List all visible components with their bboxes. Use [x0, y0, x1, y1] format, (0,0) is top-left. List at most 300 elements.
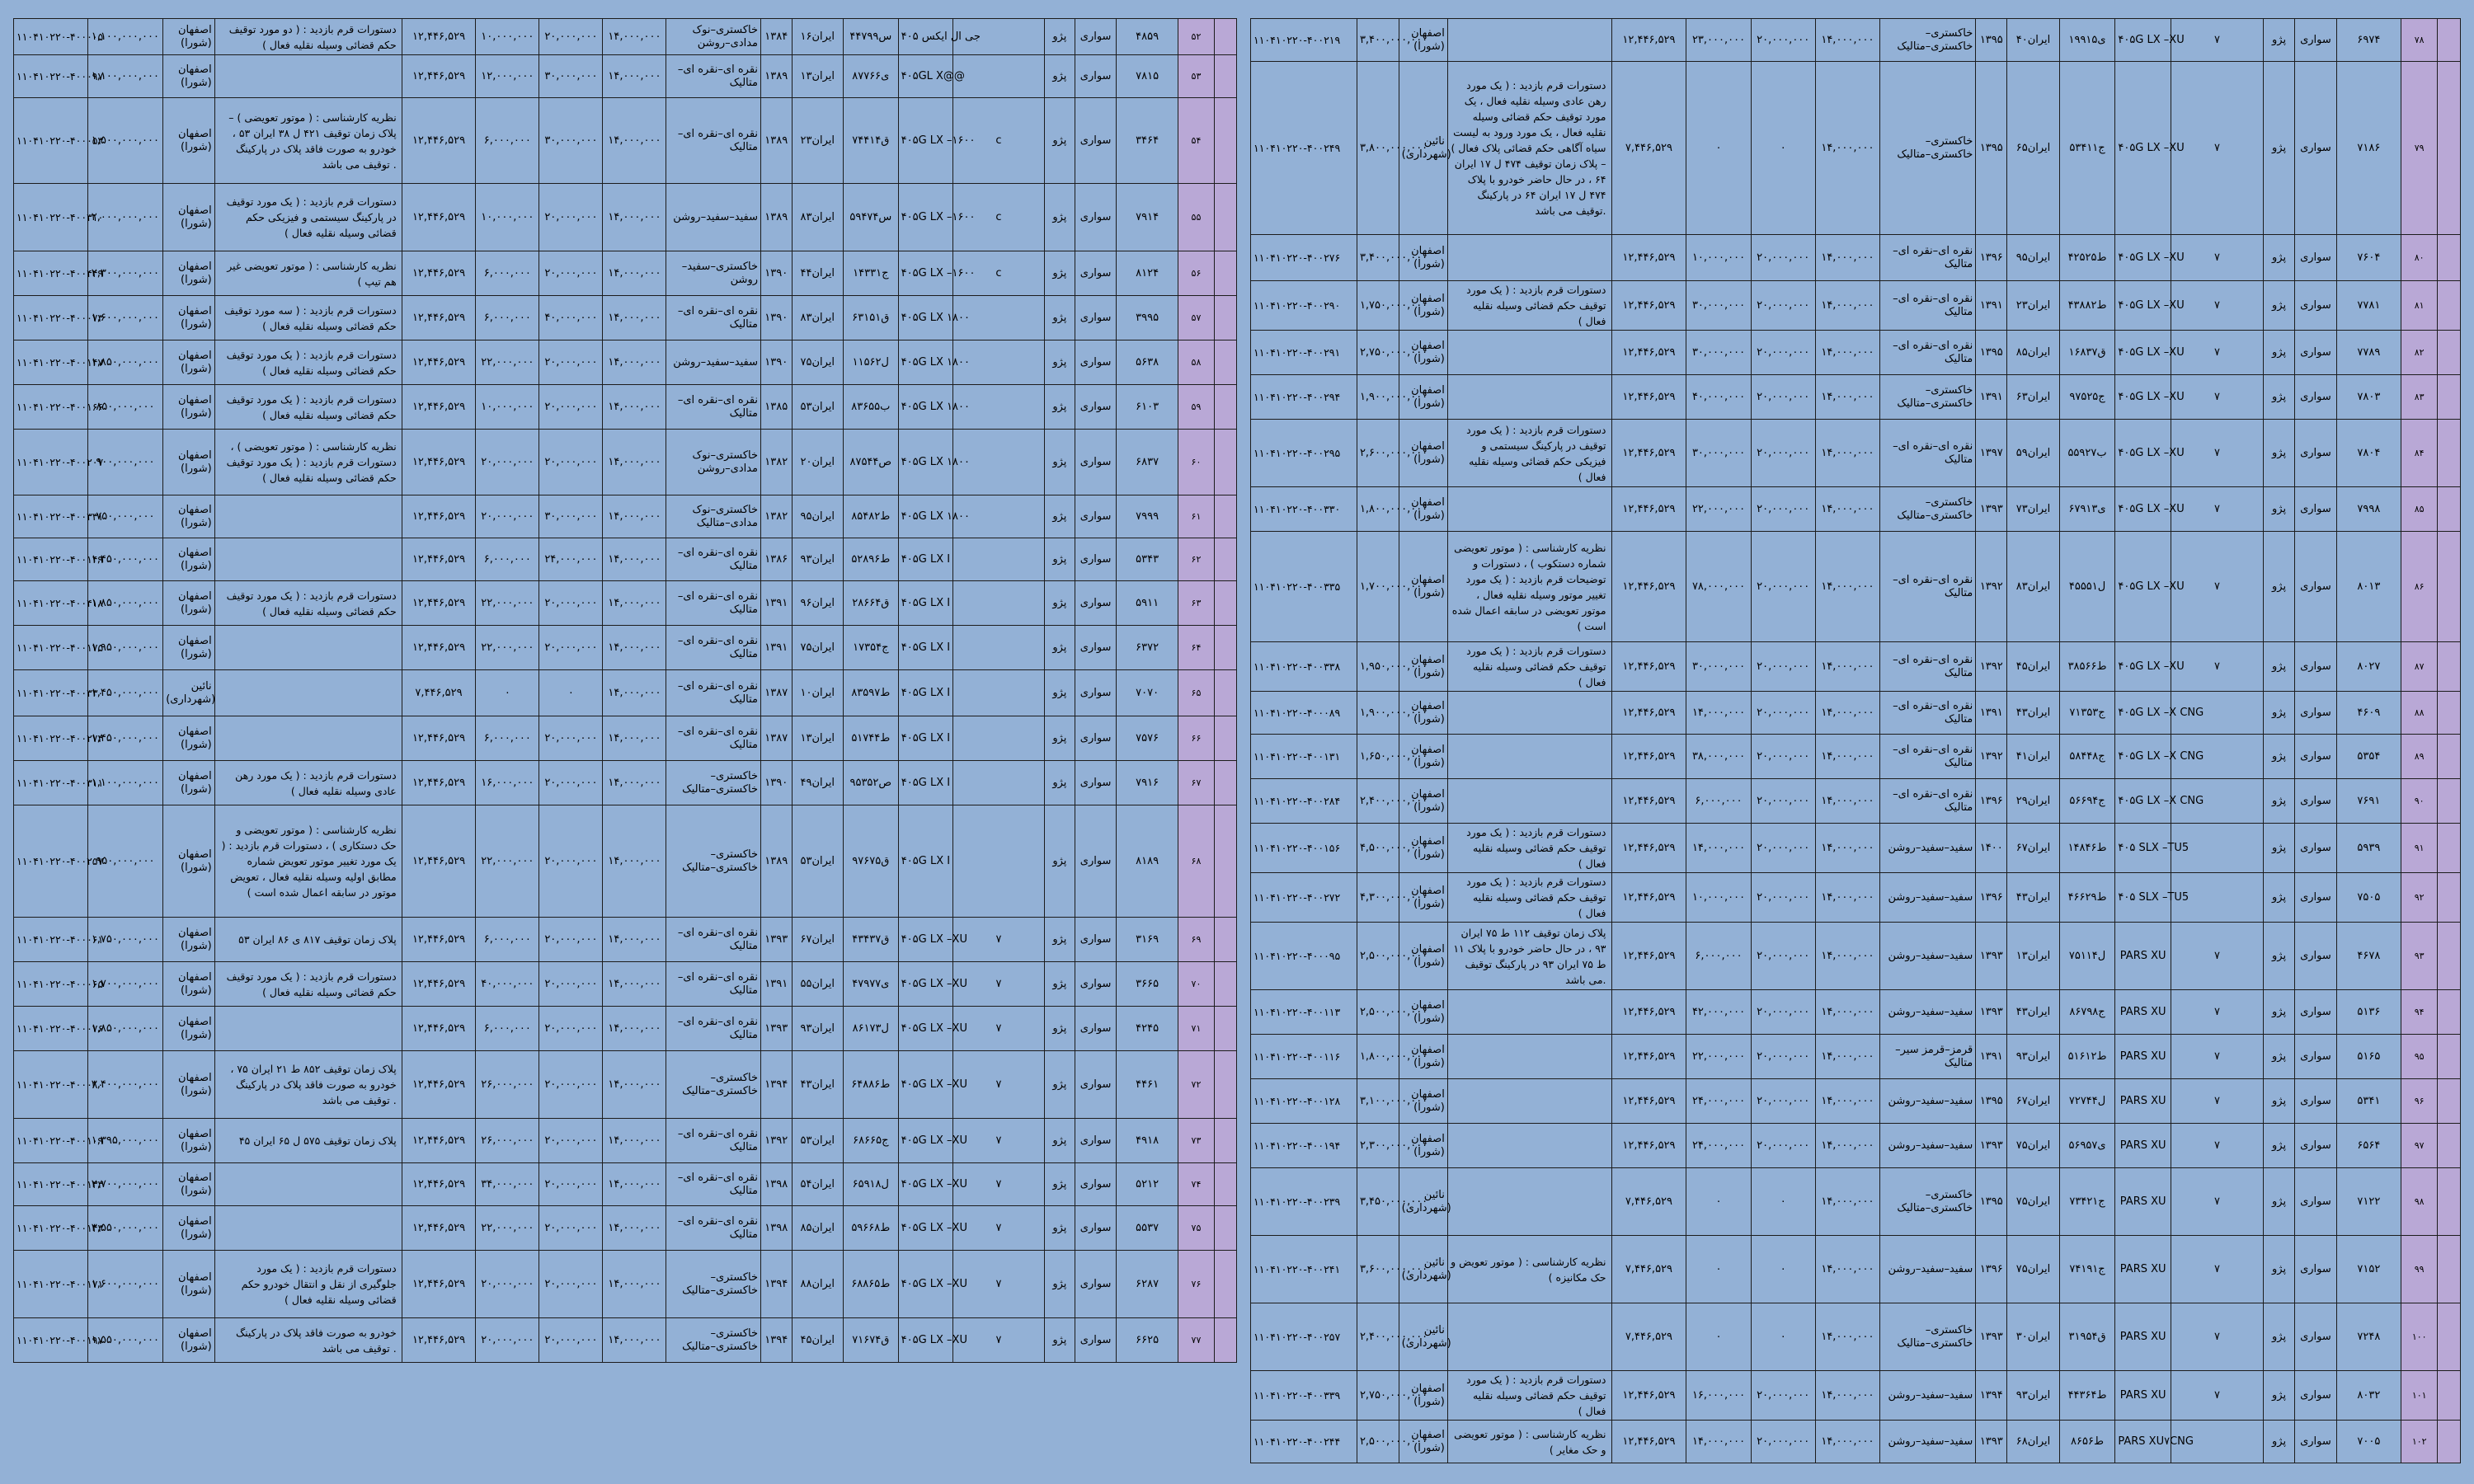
cell-cost-a: ۱۴,۰۰۰,۰۰۰ [603, 1163, 666, 1206]
cell-plate-region: ایران۹۳ [792, 538, 843, 581]
cell-cost-a: ۱۴,۰۰۰,۰۰۰ [603, 538, 666, 581]
cell-vehicle-model: ۴۰۵G LX I [898, 805, 953, 918]
cell-row-number: ۷۳ [1178, 1119, 1215, 1163]
cell-vehicle-model: ۴۰۵G LX I [898, 581, 953, 626]
cell-make: پژو [1044, 626, 1075, 670]
cell-file-id: ۳۶۶۵ [1117, 962, 1178, 1007]
cell-model-year: ۱۳۹۳ [1976, 1124, 2007, 1168]
cell-description [214, 538, 402, 581]
cell-plate-number: ۵۳ج۴۱۱ [2059, 62, 2115, 235]
cell-model-year: ۱۳۹۶ [1976, 235, 2007, 281]
cell-cost-d: ۱۲,۴۴۶,۵۲۹ [402, 626, 476, 670]
cell-plate-number: ۸۶ج۷۹۸ [2059, 990, 2115, 1035]
cell-cost-c: ۳۰,۰۰۰,۰۰۰ [1686, 331, 1751, 375]
cell-plate-region: ایران۵۳ [792, 805, 843, 918]
cell-cost-a: ۱۴,۰۰۰,۰۰۰ [1815, 1236, 1879, 1303]
cell-model-year: ۱۴۰۰ [1976, 824, 2007, 873]
cell-make: پژو [1044, 716, 1075, 761]
cell-parking-location: اصفهان (شورا) [1399, 692, 1447, 735]
cell-base-price: ۱,۱۰۰,۰۰۰,۰۰۰ [87, 55, 163, 98]
table-row [14, 55, 1237, 98]
cell-vehicle-model: ۴۰۵G LX –XU [2115, 532, 2171, 642]
cell-cost-c: ۰ [1686, 1303, 1751, 1371]
cell-vehicle-type: سواری [1075, 1251, 1117, 1318]
cell-vehicle-model: ۴۰۵G LX –XU [898, 1318, 953, 1363]
table-row [1251, 923, 2461, 990]
cell-color: سفید–سفید–روشن [1880, 1079, 1976, 1124]
cell-code: ۱۱۰۴۱۰۲۲۰-۴۰۰۱۰۹ [14, 1119, 88, 1163]
cell-cost-d: ۱۲,۴۴۶,۵۲۹ [402, 538, 476, 581]
cell-plate-number: ۵۲ط۸۹۶ [843, 538, 898, 581]
table-row [1251, 281, 2461, 331]
cell-plate-region: ایران۵۹ [2007, 420, 2059, 487]
cell-cost-a: ۱۴,۰۰۰,۰۰۰ [1815, 235, 1879, 281]
cell-model-year: ۱۳۹۱ [761, 962, 792, 1007]
cell-plate-region: ایران۱۳ [792, 55, 843, 98]
cell-plate-region: ایران۴۳ [2007, 692, 2059, 735]
cell-vehicle-type: سواری [2295, 1035, 2337, 1079]
cell-vehicle-type: سواری [1075, 385, 1117, 430]
cell-cost-a: ۱۴,۰۰۰,۰۰۰ [603, 716, 666, 761]
cell-code: ۱۱۰۴۱۰۲۲۰-۴۰۰۲۴۱ [1251, 1236, 1357, 1303]
cell-cost-a: ۱۴,۰۰۰,۰۰۰ [1815, 1303, 1879, 1371]
cell-cost-c: ۱۶,۰۰۰,۰۰۰ [476, 761, 539, 805]
cell-make: پژو [1044, 98, 1075, 184]
cell-plate-number: ۸۷ص۵۴۴ [843, 430, 898, 495]
cell-code: ۱۱۰۴۱۰۲۲۰-۴۰۰۱۴۳ [14, 1206, 88, 1251]
table-row [14, 296, 1237, 340]
cell-cost-d: ۱۲,۴۴۶,۵۲۹ [402, 296, 476, 340]
cell-plate-number: ۲۸ق۶۶۴ [843, 581, 898, 626]
index-strip [2438, 1303, 2461, 1371]
cell-row-number: ۹۲ [2401, 873, 2438, 923]
table-row [1251, 642, 2461, 692]
cell-cost-b: ۳۰,۰۰۰,۰۰۰ [539, 495, 603, 538]
cell-plate-region: ایران۹۵ [792, 495, 843, 538]
cell-cost-d: ۱۲,۴۴۶,۵۲۹ [1611, 692, 1686, 735]
cell-vehicle-model: ۴۰۵G LX –XU [898, 1007, 953, 1051]
cell-parking-location: اصفهان (شورا) [1399, 1371, 1447, 1421]
index-strip [1214, 962, 1236, 1007]
cell-plate-region: ایران۵۳ [792, 385, 843, 430]
table-row [1251, 1371, 2461, 1421]
cell-cost-a: ۱۴,۰۰۰,۰۰۰ [1815, 824, 1879, 873]
cell-plate-number: ۸۶ط۵۶ [2059, 1421, 2115, 1463]
cell-cost-d: ۱۲,۴۴۶,۵۲۹ [402, 1163, 476, 1206]
table-row [14, 340, 1237, 385]
cell-model-year: ۱۳۹۵ [1976, 19, 2007, 62]
cell-base-price: ۱,۱۰۰,۰۰۰,۰۰۰ [87, 761, 163, 805]
cell-file-id: ۴۸۵۹ [1117, 19, 1178, 55]
cell-plate-number: ۷۴ق۴۱۴ [843, 98, 898, 184]
cell-make: پژو [2264, 235, 2295, 281]
cell-make: پژو [2264, 779, 2295, 824]
cell-vehicle-type: سواری [1075, 55, 1117, 98]
cell-cost-c: ۱۶,۰۰۰,۰۰۰ [1686, 1371, 1751, 1421]
cell-model-year: ۱۳۹۶ [1976, 873, 2007, 923]
cell-code: ۱۱۰۴۱۰۲۲۰-۴۰۰۱۷۱ [14, 1251, 88, 1318]
cell-color: خاکستری–خاکستری–متالیک [666, 761, 761, 805]
cell-cost-c: ۲۰,۰۰۰,۰۰۰ [476, 430, 539, 495]
cell-model-year: ۱۳۹۳ [1976, 990, 2007, 1035]
cell-parking-location: اصفهان (شورا) [163, 55, 214, 98]
cell-model-digit: ۷ [2171, 923, 2264, 990]
cell-file-id: ۸۰۲۷ [2336, 642, 2401, 692]
cell-cost-c: ۶,۰۰۰,۰۰۰ [1686, 779, 1751, 824]
cell-cost-d: ۱۲,۴۴۶,۵۲۹ [402, 19, 476, 55]
index-strip [1214, 1119, 1236, 1163]
cell-file-id: ۴۶۰۹ [2336, 692, 2401, 735]
cell-cost-c: ۲۳,۰۰۰,۰۰۰ [1686, 19, 1751, 62]
table-row [1251, 375, 2461, 420]
cell-cost-b: ۲۰,۰۰۰,۰۰۰ [539, 716, 603, 761]
table-row [1251, 19, 2461, 62]
cell-vehicle-model: ۴۰۵GL X@@ [898, 55, 953, 98]
cell-parking-location: اصفهان (شورا) [163, 1251, 214, 1318]
cell-color: سفید–سفید–روشن [1880, 990, 1976, 1035]
cell-file-id: ۸۱۲۴ [1117, 251, 1178, 296]
cell-model-year: ۱۳۹۵ [1976, 62, 2007, 235]
cell-vehicle-model: ۴۰۵G LX I [898, 538, 953, 581]
cell-plate-number: ۹۵ص۳۵۲ [843, 761, 898, 805]
cell-code: ۱۱۰۴۱۰۲۲۰-۴۰۰۲۴۹ [1251, 62, 1357, 235]
cell-model-digit: ۷ [2171, 331, 2264, 375]
cell-plate-number: ۴۲ط۵۲۵ [2059, 235, 2115, 281]
cell-plate-number: ۷۴ج۱۹۱ [2059, 1236, 2115, 1303]
cell-code: ۱۱۰۴۱۰۲۲۰-۴۰۰۰۵۳ [14, 98, 88, 184]
cell-model-year: ۱۳۸۶ [761, 538, 792, 581]
cell-cost-a: ۱۴,۰۰۰,۰۰۰ [1815, 1079, 1879, 1124]
cell-cost-b: ۲۰,۰۰۰,۰۰۰ [1751, 235, 1815, 281]
cell-description [1447, 1168, 1611, 1236]
cell-color: نقره ای–نقره ای–متالیک [666, 1206, 761, 1251]
cell-cost-d: ۱۲,۴۴۶,۵۲۹ [1611, 642, 1686, 692]
cell-cost-c: ۱۰,۰۰۰,۰۰۰ [476, 19, 539, 55]
cell-color: خاکستری–خاکستری–متالیک [1880, 19, 1976, 62]
cell-cost-c: ۴۲,۰۰۰,۰۰۰ [1686, 990, 1751, 1035]
cell-plate-region: ایران۴۳ [2007, 990, 2059, 1035]
cell-row-number: ۹۸ [2401, 1168, 2438, 1236]
cell-model-digit: ۷ [953, 1206, 1044, 1251]
cell-row-number: ۱۰۱ [2401, 1371, 2438, 1421]
cell-make: پژو [2264, 1168, 2295, 1236]
cell-code: ۱۱۰۴۱۰۲۲۰-۴۰۰۲۸۴ [1251, 779, 1357, 824]
cell-model-year: ۱۳۸۲ [761, 430, 792, 495]
cell-vehicle-model: ۴۰۵ SLX –TU5 [2115, 824, 2171, 873]
cell-vehicle-type: سواری [2295, 19, 2337, 62]
cell-cost-b: ۲۰,۰۰۰,۰۰۰ [539, 761, 603, 805]
cell-vehicle-type: سواری [2295, 1124, 2337, 1168]
index-strip [2438, 235, 2461, 281]
cell-plate-region: ایران۸۸ [792, 1251, 843, 1318]
table-row [14, 184, 1237, 251]
cell-row-number: ۸۳ [2401, 375, 2438, 420]
cell-cost-d: ۱۲,۴۴۶,۵۲۹ [1611, 1079, 1686, 1124]
cell-vehicle-type: سواری [1075, 1051, 1117, 1119]
cell-parking-location: اصفهان (شورا) [1399, 1035, 1447, 1079]
cell-cost-b: ۰ [1751, 62, 1815, 235]
index-strip [2438, 873, 2461, 923]
cell-cost-b: ۳۰,۰۰۰,۰۰۰ [539, 98, 603, 184]
cell-code: ۱۱۰۴۱۰۲۲۰-۴۰۰۱۵۶ [1251, 824, 1357, 873]
cell-cost-d: ۷,۴۴۶,۵۲۹ [1611, 1303, 1686, 1371]
cell-model-digit: ۷ [2171, 990, 2264, 1035]
cell-cost-c: ۲۶,۰۰۰,۰۰۰ [476, 1119, 539, 1163]
cell-cost-a: ۱۴,۰۰۰,۰۰۰ [1815, 1421, 1879, 1463]
cell-cost-d: ۱۲,۴۴۶,۵۲۹ [1611, 1371, 1686, 1421]
cell-plate-region: ایران۴۰ [2007, 19, 2059, 62]
cell-make: پژو [2264, 487, 2295, 532]
cell-make: پژو [2264, 990, 2295, 1035]
vehicle-table-left [13, 18, 1237, 1363]
table-row [1251, 1079, 2461, 1124]
cell-vehicle-type: سواری [2295, 1421, 2337, 1463]
cell-plate-number: ۸۳ط۵۹۷ [843, 670, 898, 716]
cell-make: پژو [1044, 581, 1075, 626]
cell-vehicle-type: سواری [1075, 1206, 1117, 1251]
cell-description [214, 1206, 402, 1251]
cell-row-number: ۵۸ [1178, 340, 1215, 385]
table-row [1251, 235, 2461, 281]
cell-plate-region: ایران۷۵ [2007, 1124, 2059, 1168]
cell-description [1447, 779, 1611, 824]
cell-parking-location: اصفهان (شورا) [163, 626, 214, 670]
cell-color: خاکستری–نوک مدادی–روشن [666, 19, 761, 55]
cell-file-id: ۵۱۶۵ [2336, 1035, 2401, 1079]
cell-base-price: ۷۵۰,۰۰۰,۰۰۰ [87, 495, 163, 538]
cell-make: پژو [2264, 1035, 2295, 1079]
cell-cost-d: ۱۲,۴۴۶,۵۲۹ [402, 962, 476, 1007]
cell-parking-location: اصفهان (شورا) [163, 385, 214, 430]
cell-file-id: ۷۲۴۸ [2336, 1303, 2401, 1371]
cell-make: پژو [1044, 1318, 1075, 1363]
table-row [1251, 779, 2461, 824]
cell-row-number: ۸۸ [2401, 692, 2438, 735]
cell-vehicle-type: سواری [2295, 235, 2337, 281]
cell-cost-a: ۱۴,۰۰۰,۰۰۰ [603, 761, 666, 805]
cell-cost-b: ۲۰,۰۰۰,۰۰۰ [1751, 487, 1815, 532]
cell-code: ۱۱۰۴۱۰۲۲۰-۴۰۰۲۵۷ [1251, 1303, 1357, 1371]
cell-description [1447, 735, 1611, 779]
cell-cost-a: ۱۴,۰۰۰,۰۰۰ [603, 296, 666, 340]
cell-model-year: ۱۳۹۱ [1976, 692, 2007, 735]
cell-description [214, 55, 402, 98]
cell-cost-a: ۱۴,۰۰۰,۰۰۰ [1815, 420, 1879, 487]
cell-plate-region: ایران۷۳ [2007, 487, 2059, 532]
cell-description: نظریه کارشناسی : ( موتور تعویضی غیر هم تیپ ) [214, 251, 402, 296]
cell-cost-c: ۱۰,۰۰۰,۰۰۰ [1686, 235, 1751, 281]
cell-plate-number: ۱۹ی۹۱۵ [2059, 19, 2115, 62]
cell-model-digit [953, 761, 1044, 805]
cell-vehicle-type: سواری [2295, 735, 2337, 779]
cell-model-digit: ۷ [2171, 62, 2264, 235]
index-strip [1214, 385, 1236, 430]
cell-cost-d: ۱۲,۴۴۶,۵۲۹ [402, 495, 476, 538]
cell-cost-b: ۲۰,۰۰۰,۰۰۰ [1751, 532, 1815, 642]
cell-model-year: ۱۳۹۳ [1976, 487, 2007, 532]
cell-vehicle-model: ۴۰۵G LX ۱۸۰۰ [898, 296, 953, 340]
cell-plate-number: ۵۵ب۹۲۷ [2059, 420, 2115, 487]
cell-vehicle-model: ۴۰۵G LX ۱۸۰۰ [898, 495, 953, 538]
cell-description [1447, 487, 1611, 532]
cell-code: ۱۱۰۴۱۰۲۲۰-۴۰۰۱۷۵ [14, 626, 88, 670]
cell-color: سفید–سفید–روشن [1880, 873, 1976, 923]
table-row [1251, 692, 2461, 735]
cell-file-id: ۷۷۸۹ [2336, 331, 2401, 375]
table-row [1251, 873, 2461, 923]
cell-cost-a: ۱۴,۰۰۰,۰۰۰ [1815, 873, 1879, 923]
cell-plate-region: ایران۱۶ [792, 19, 843, 55]
cell-cost-c: ۲۶,۰۰۰,۰۰۰ [476, 1051, 539, 1119]
cell-plate-number: ۶۵ل۹۱۸ [843, 1163, 898, 1206]
cell-vehicle-type: سواری [2295, 62, 2337, 235]
table-row [14, 761, 1237, 805]
cell-plate-region: ایران۳۰ [2007, 1303, 2059, 1371]
cell-description [1447, 375, 1611, 420]
cell-cost-b: ۲۰,۰۰۰,۰۰۰ [1751, 1421, 1815, 1463]
cell-file-id: ۴۹۱۸ [1117, 1119, 1178, 1163]
cell-model-year: ۱۳۹۷ [1976, 420, 2007, 487]
cell-parking-location: نائین (شهرداری) [1399, 1303, 1447, 1371]
cell-file-id: ۷۹۹۸ [2336, 487, 2401, 532]
cell-base-price: ۱,۶۵۰,۰۰۰,۰۰۰ [1357, 735, 1399, 779]
cell-code: ۱۱۰۴۱۰۲۲۰-۴۰۰۲۷۶ [1251, 235, 1357, 281]
cell-plate-region: ایران۴۱ [2007, 735, 2059, 779]
cell-plate-number: ۴۳ط۸۸۲ [2059, 281, 2115, 331]
table-row [14, 1119, 1237, 1163]
cell-row-number: ۸۵ [2401, 487, 2438, 532]
cell-cost-c: ۱۴,۰۰۰,۰۰۰ [1686, 692, 1751, 735]
cell-cost-d: ۱۲,۴۴۶,۵۲۹ [1611, 375, 1686, 420]
cell-file-id: ۵۹۱۱ [1117, 581, 1178, 626]
cell-cost-b: ۲۰,۰۰۰,۰۰۰ [539, 581, 603, 626]
cell-description: دستورات قرم بازدید : ( یک مورد توقیف حکم قضائی وسیله نقلیه فعال ) [1447, 642, 1611, 692]
cell-cost-d: ۱۲,۴۴۶,۵۲۹ [402, 98, 476, 184]
cell-model-year: ۱۳۹۴ [761, 1251, 792, 1318]
cell-row-number: ۶۳ [1178, 581, 1215, 626]
cell-file-id: ۶۵۶۴ [2336, 1124, 2401, 1168]
cell-description [214, 716, 402, 761]
cell-code: ۱۱۰۴۱۰۲۲۰-۴۰۰۴۴۹ [14, 251, 88, 296]
cell-parking-location: اصفهان (شورا) [163, 1163, 214, 1206]
cell-model-digit: ۷ [2171, 281, 2264, 331]
cell-plate-number: ۷۵ل۱۱۴ [2059, 923, 2115, 990]
index-strip [2438, 1124, 2461, 1168]
cell-color: خاکستری–نوک مدادی–روشن [666, 430, 761, 495]
cell-model-year: ۱۳۸۴ [761, 19, 792, 55]
cell-code: ۱۱۰۴۱۰۲۲۰-۴۰۰۲۷۴ [14, 716, 88, 761]
cell-color: نقره ای–نقره ای–متالیک [666, 962, 761, 1007]
cell-row-number: ۸۱ [2401, 281, 2438, 331]
cell-cost-d: ۱۲,۴۴۶,۵۲۹ [1611, 779, 1686, 824]
cell-cost-b: ۲۰,۰۰۰,۰۰۰ [539, 1119, 603, 1163]
cell-parking-location: اصفهان (شورا) [1399, 735, 1447, 779]
cell-cost-c: ۶,۰۰۰,۰۰۰ [476, 716, 539, 761]
cell-model-year: ۱۳۹۴ [1976, 1371, 2007, 1421]
cell-plate-number: ۵۸ج۴۴۸ [2059, 735, 2115, 779]
cell-model-year: ۱۳۸۹ [761, 805, 792, 918]
cell-color: قرمز–قرمز سیر–متالیک [1880, 1035, 1976, 1079]
cell-vehicle-type: سواری [1075, 962, 1117, 1007]
cell-code: ۱۱۰۴۱۰۲۲۰-۴۰۰۳۳۸ [1251, 642, 1357, 692]
cell-model-year: ۱۳۹۱ [1976, 375, 2007, 420]
cell-base-price: ۳,۸۰۰,۰۰۰,۰۰۰ [1357, 62, 1399, 235]
cell-cost-d: ۱۲,۴۴۶,۵۲۹ [402, 251, 476, 296]
cell-vehicle-type: سواری [2295, 873, 2337, 923]
cell-model-digit: ۷ [2171, 1079, 2264, 1124]
cell-cost-a: ۱۴,۰۰۰,۰۰۰ [603, 626, 666, 670]
cell-description [1447, 19, 1611, 62]
cell-vehicle-model: PARS XU۷CNG [2115, 1421, 2171, 1463]
cell-code: ۱۱۰۴۱۰۲۲۰-۴۰۰۰۸۹ [1251, 692, 1357, 735]
cell-model-digit [953, 716, 1044, 761]
table-row [1251, 1303, 2461, 1371]
cell-row-number: ۷۸ [2401, 19, 2438, 62]
cell-cost-b: ۲۰,۰۰۰,۰۰۰ [1751, 281, 1815, 331]
cell-cost-b: ۳۰,۰۰۰,۰۰۰ [539, 55, 603, 98]
cell-plate-region: ایران۶۳ [2007, 375, 2059, 420]
cell-vehicle-model: ۴۰۵G LX I [898, 761, 953, 805]
cell-cost-a: ۱۴,۰۰۰,۰۰۰ [1815, 487, 1879, 532]
cell-base-price: ۳,۶۰۰,۰۰۰,۰۰۰ [1357, 1236, 1399, 1303]
cell-vehicle-model: ۴۰۵G LX –X CNG [2115, 735, 2171, 779]
cell-vehicle-type: سواری [1075, 1318, 1117, 1363]
cell-row-number: ۶۴ [1178, 626, 1215, 670]
cell-plate-number: ۶۷ی۹۱۳ [2059, 487, 2115, 532]
cell-plate-region: ایران۲۹ [2007, 779, 2059, 824]
cell-file-id: ۷۹۱۴ [1117, 184, 1178, 251]
cell-row-number: ۶۰ [1178, 430, 1215, 495]
cell-vehicle-model: ۴۰۵G LX ۱۸۰۰ [898, 340, 953, 385]
cell-cost-b: ۲۰,۰۰۰,۰۰۰ [1751, 642, 1815, 692]
cell-cost-c: ۲۲,۰۰۰,۰۰۰ [1686, 1035, 1751, 1079]
cell-cost-c: ۰ [1686, 1236, 1751, 1303]
cell-model-digit: ۷ [953, 918, 1044, 962]
cell-plate-number: ۱۴ط۸۴۶ [2059, 824, 2115, 873]
cell-vehicle-type: سواری [2295, 824, 2337, 873]
cell-code: ۱۱۰۴۱۰۲۲۰-۴۰۰۰۷۳ [14, 296, 88, 340]
cell-row-number: ۵۴ [1178, 98, 1215, 184]
cell-cost-b: ۲۰,۰۰۰,۰۰۰ [539, 430, 603, 495]
cell-plate-region: ایران۷۵ [2007, 1168, 2059, 1236]
cell-cost-b: ۲۰,۰۰۰,۰۰۰ [1751, 824, 1815, 873]
cell-row-number: ۶۵ [1178, 670, 1215, 716]
cell-vehicle-type: سواری [1075, 251, 1117, 296]
cell-make: پژو [2264, 692, 2295, 735]
cell-model-digit: ۷ [2171, 1035, 2264, 1079]
cell-description [1447, 1303, 1611, 1371]
cell-description: دستورات قرم بازدید : ( یک مورد توقیف حکم قضائی وسیله نقلیه فعال ) [214, 581, 402, 626]
index-strip [2438, 19, 2461, 62]
cell-base-price: ۲,۳۰۰,۰۰۰,۰۰۰ [87, 251, 163, 296]
index-strip [1214, 626, 1236, 670]
index-strip [1214, 1163, 1236, 1206]
cell-cost-b: ۲۰,۰۰۰,۰۰۰ [539, 626, 603, 670]
cell-parking-location: اصفهان (شورا) [1399, 873, 1447, 923]
cell-row-number: ۱۰۲ [2401, 1421, 2438, 1463]
cell-description [1447, 1124, 1611, 1168]
cell-cost-c: ۲۲,۰۰۰,۰۰۰ [476, 805, 539, 918]
cell-code: ۱۱۰۴۱۰۲۲۰-۴۰۰۱۶۶ [14, 385, 88, 430]
cell-make: پژو [2264, 642, 2295, 692]
cell-cost-a: ۱۴,۰۰۰,۰۰۰ [1815, 779, 1879, 824]
cell-base-price: ۱,۹۵۰,۰۰۰,۰۰۰ [1357, 642, 1399, 692]
cell-model-year: ۱۳۹۲ [1976, 532, 2007, 642]
cell-file-id: ۵۲۱۲ [1117, 1163, 1178, 1206]
cell-row-number: ۹۵ [2401, 1035, 2438, 1079]
index-strip [1214, 340, 1236, 385]
cell-parking-location: نائین (شهرداری) [1399, 1168, 1447, 1236]
